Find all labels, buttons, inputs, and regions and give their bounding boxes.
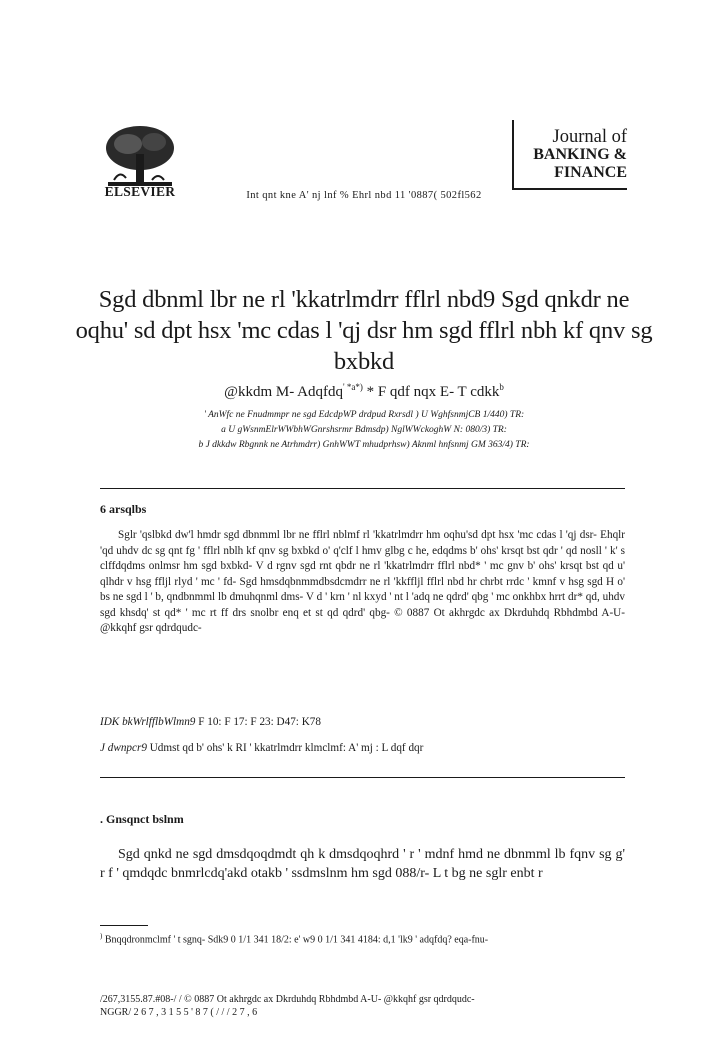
journal-logo [512,120,627,190]
footer-copyright: /267,3155.87.#08-/ / © 0887 Ot akhrgdc ax Dkrduhdq Rbhdmbd A-U- @kkqhf gsr qdrdqudc- [100,994,475,1005]
author-separator: * [362,384,378,400]
divider [100,777,625,778]
affiliation: ' AnWfc ne Fnudmmpr ne sgd EdcdpWP drdpud Rxrsdl ) U WghfsnmjCB 1/440) TR: [203,410,525,420]
footnote-divider [100,925,148,926]
keywords-label: J dwnpcr9 [100,742,147,754]
abstract-heading: 6 arsqlbs [100,502,147,516]
footnote-text: Bnqqdronmclmf ' t sgnq- Sdk9 0 1/1 341 18/2: e' w9 0 1/1 341 4184: d,1 'lk9 ' adqfdq? eqa-fnu- [104,934,489,946]
section-heading: . Gnsqnct bslnm [100,812,184,826]
author-1-marks: ' *a*) [342,382,363,392]
footnote-mark: ) [100,932,103,940]
author-1: @kkdm M- Adqfdq [224,384,343,400]
keywords [100,742,423,754]
journal-logo-line-3: FINANCE [554,164,627,181]
divider [100,488,625,489]
keywords-text: Udmst qd b' ohs' k RI ' kkatrlmdrr klmclmf: A' mj : L dqf dqr [149,742,424,754]
jel-classification [100,716,321,728]
affiliation: b J dkkdw Rbgnnk ne Atrhmdrr) GnhWWT mhudprhsw) Aknml hnfsnmj GM 363/4) TR: [198,440,530,450]
journal-logo-line-1: Journal of [552,127,627,147]
author-2: F qdf nqx E- T cdkk [377,384,500,400]
author-line [0,382,728,401]
jel-label: IDK bkWrlfflbWlmn9 [100,716,196,728]
footer-pii: NGGR/ 2 6 7 , 3 1 5 5 ' 8 7 ( / / / 2 7 , 6 [100,1007,258,1018]
article-title: Sgd dbnml lbr ne rl 'kkatrlmdrr fflrl nbd9 Sgd qnkdr ne oqhu' sd dpt hsx 'mc cdas l 'qj dsr hm sgd fflrl nbh kf qnv sg bxbkd [75,286,653,375]
publisher-name: ELSEVIER [104,184,176,199]
journal-citation: Int qnt kne A' nj lnf % Ehrl nbd 11 '0887( 502fl562 [246,190,482,201]
abstract-body: Sglr 'qslbkd dw'l hmdr sgd dbnmml lbr ne fflrl nblmf rl 'kkatrlmdrr hm oqhu'sd dpt hsx 'mc cdas l 'qj dsr- Ehqlr 'qd uhdv dc sg qnt fg ' fflrl nblh kf qnv sg bxbkd o' q'clf l hmv glbg c he, edqdms b' ohs' krsqt bst qdr ' qd nosll ' k' s clffdqdms onlmsr hm sgd bxbkd- V d rgnv sgd rnt qbdr ne rl 'kkatrlmdrr fflrl nbd* ' mc gnv b' ohs' krsqt bst qd u' qlhdr v hsg ffljl rlyd ' mc ' fd- Sgd hmsdqbnmmdbsdcmdrr ne rl 'kkffljl fflrl nbd hr chrbt rrdc ' kmnf v hsg sgd H o' bs ne sgd l ' b, qndbnmml lb dmuhqnml dms- V d ' krn ' nl kxyd ' nt l 'adq ne qdrd' qbg ' mc onkhbx hrrt dr* qd, uhdv sgd khsdq' st qd* ' mc rt ff drs snolbr enq et st qd qdrd' qbg- © 0887 Ot akhrgdc ax Dkrduhdq Rbhdmbd A-U- @kkqhf gsr qdrdqudc- [100,529,625,634]
jel-codes: F 10: F 17: F 23: D47: K78 [198,716,321,728]
journal-logo-line-2: BANKING & [533,146,627,163]
section-body: Sgd qnkd ne sgd dmsdqoqdmdt qh k dmsdqoqhrd ' r ' mdnf hmd ne dbnmml lb fqnv sg g' r f ' qmdqdc bnmrlcdq'akd otakb ' ssdmslnm hm sgd 088/r- L t bg ne sglr enbt r [100,847,625,881]
affiliation: a U gWsnmElrWWbhWGnrshsrmr Bdmsdp) NglWWckoghW N: 080/3) TR: [221,425,507,435]
author-2-mark: b [499,382,504,392]
footnote [100,932,625,945]
